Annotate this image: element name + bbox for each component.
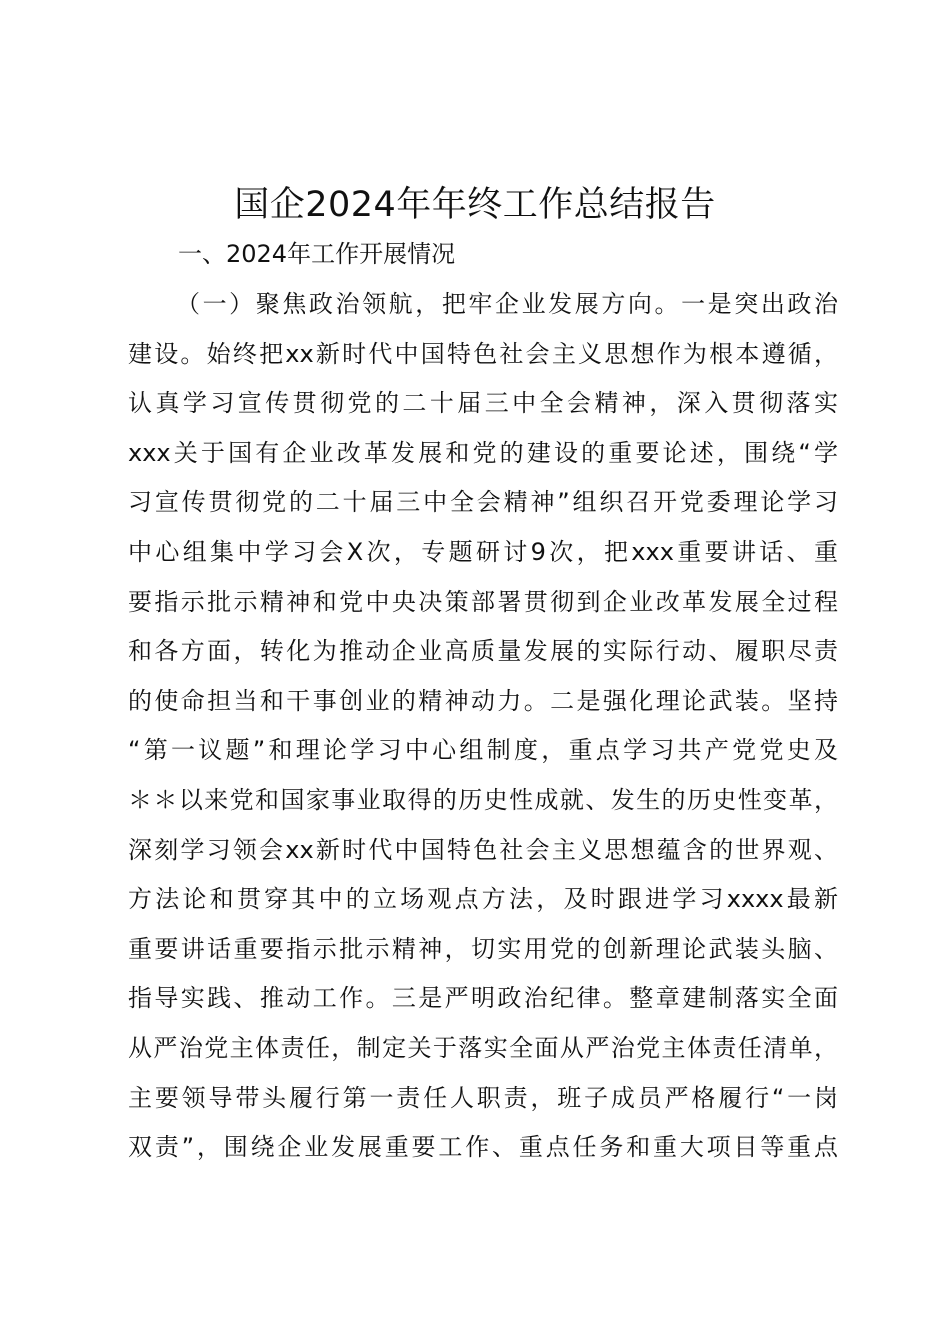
body-line: 方法论和贯穿其中的立场观点方法，及时跟进学习xxxx最新	[128, 885, 838, 914]
body-line: xxx关于国有企业改革发展和党的建设的重要论述，围绕“学	[128, 438, 838, 467]
body-line: 主要领导带头履行第一责任人职责，班子成员严格履行“一岗	[128, 1083, 838, 1112]
body-line: 重要讲话重要指示批示精神，切实用党的创新理论武装头脑、	[128, 934, 838, 963]
body-line: 建设。始终把xx新时代中国特色社会主义思想作为根本遵循，	[128, 339, 838, 368]
body-line: 指导实践、推动工作。三是严明政治纪律。整章建制落实全面	[128, 984, 838, 1013]
body-line: 和各方面，转化为推动企业高质量发展的实际行动、履职尽责	[128, 637, 838, 666]
body-line: ＊＊以来党和国家事业取得的历史性成就、发生的历史性变革，	[128, 785, 838, 814]
body-line: 从严治党主体责任，制定关于落实全面从严治党主体责任清单，	[128, 1033, 838, 1062]
body-line: 的使命担当和干事创业的精神动力。二是强化理论武装。坚持	[128, 686, 838, 715]
body-line: 习宣传贯彻党的二十届三中全会精神”组织召开党委理论学习	[128, 488, 838, 517]
body-line: 要指示批示精神和党中央决策部署贯彻到企业改革发展全过程	[128, 587, 838, 616]
body-line: 深刻学习领会xx新时代中国特色社会主义思想蕴含的世界观、	[128, 835, 838, 864]
body-line: 认真学习宣传贯彻党的二十届三中全会精神，深入贯彻落实	[128, 389, 838, 418]
section-heading: 一、2024年工作开展情况	[178, 240, 456, 268]
body-line: 双责”，围绕企业发展重要工作、重点任务和重大项目等重点	[128, 1133, 838, 1162]
body-line: （一）聚焦政治领航，把牢企业发展方向。一是突出政治	[176, 290, 838, 318]
document-title: 国企2024年年终工作总结报告	[234, 185, 716, 225]
body-paragraph	[128, 280, 838, 1173]
body-line: 中心组集中学习会X次，专题研讨9次，把xxx重要讲话、重	[128, 537, 838, 566]
body-line: “第一议题”和理论学习中心组制度，重点学习共产党党史及	[128, 736, 838, 765]
